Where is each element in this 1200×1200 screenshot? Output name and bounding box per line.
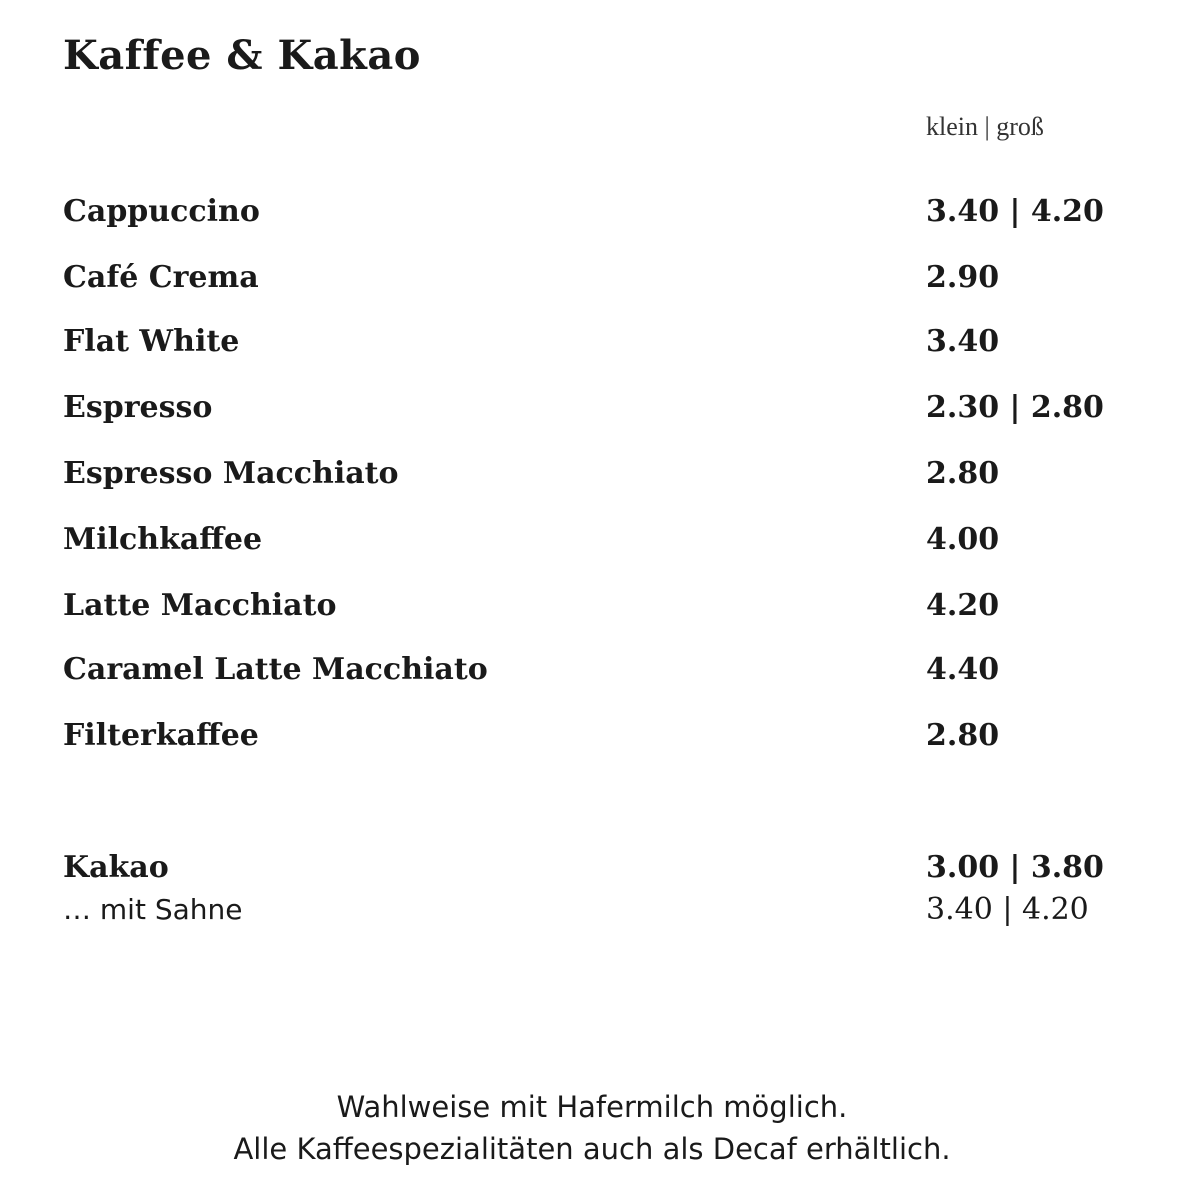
item-price: 4.20: [926, 588, 1000, 623]
item-price: 3.00 | 3.80: [926, 850, 1104, 885]
size-header: klein | groß: [926, 112, 1044, 141]
note-line: Wahlweise mit Hafermilch möglich.: [336, 1090, 848, 1124]
item-price: 4.40: [926, 652, 1000, 687]
item-name: … mit Sahne: [63, 893, 243, 926]
item-name: Kakao: [63, 850, 169, 885]
menu-item: [63, 586, 1123, 626]
item-price: 3.40 | 4.20: [926, 892, 1089, 927]
item-name: Cappuccino: [63, 194, 260, 229]
menu-item: [63, 716, 1123, 756]
item-price: 2.30 | 2.80: [926, 390, 1104, 425]
menu-notes: [0, 1086, 1184, 1170]
menu-item: [63, 258, 1123, 298]
menu-title: Kaffee & Kakao: [63, 32, 421, 79]
item-price: 2.80: [926, 456, 1000, 491]
menu-item: [63, 520, 1123, 560]
item-price: 3.40 | 4.20: [926, 194, 1104, 229]
item-name: Filterkaffee: [63, 718, 259, 753]
menu-item: [63, 650, 1123, 690]
menu-item: [63, 322, 1123, 362]
item-name: Espresso Macchiato: [63, 456, 399, 491]
item-price: 4.00: [926, 522, 1000, 557]
item-name: Milchkaffee: [63, 522, 263, 557]
item-price: 3.40: [926, 324, 1000, 359]
menu-item: [63, 388, 1123, 428]
menu-item: [63, 848, 1123, 888]
note-line: Alle Kaffeespezialitäten auch als Decaf erhältlich.: [233, 1132, 951, 1166]
menu-item: [63, 454, 1123, 494]
item-name: Flat White: [63, 324, 240, 359]
menu-item: [63, 192, 1123, 232]
item-name: Caramel Latte Macchiato: [63, 652, 488, 687]
item-name: Espresso: [63, 390, 213, 425]
item-price: 2.90: [926, 260, 1000, 295]
item-name: Café Crema: [63, 260, 259, 295]
item-name: Latte Macchiato: [63, 588, 337, 623]
menu-item-variant: [63, 890, 1123, 930]
item-price: 2.80: [926, 718, 1000, 753]
